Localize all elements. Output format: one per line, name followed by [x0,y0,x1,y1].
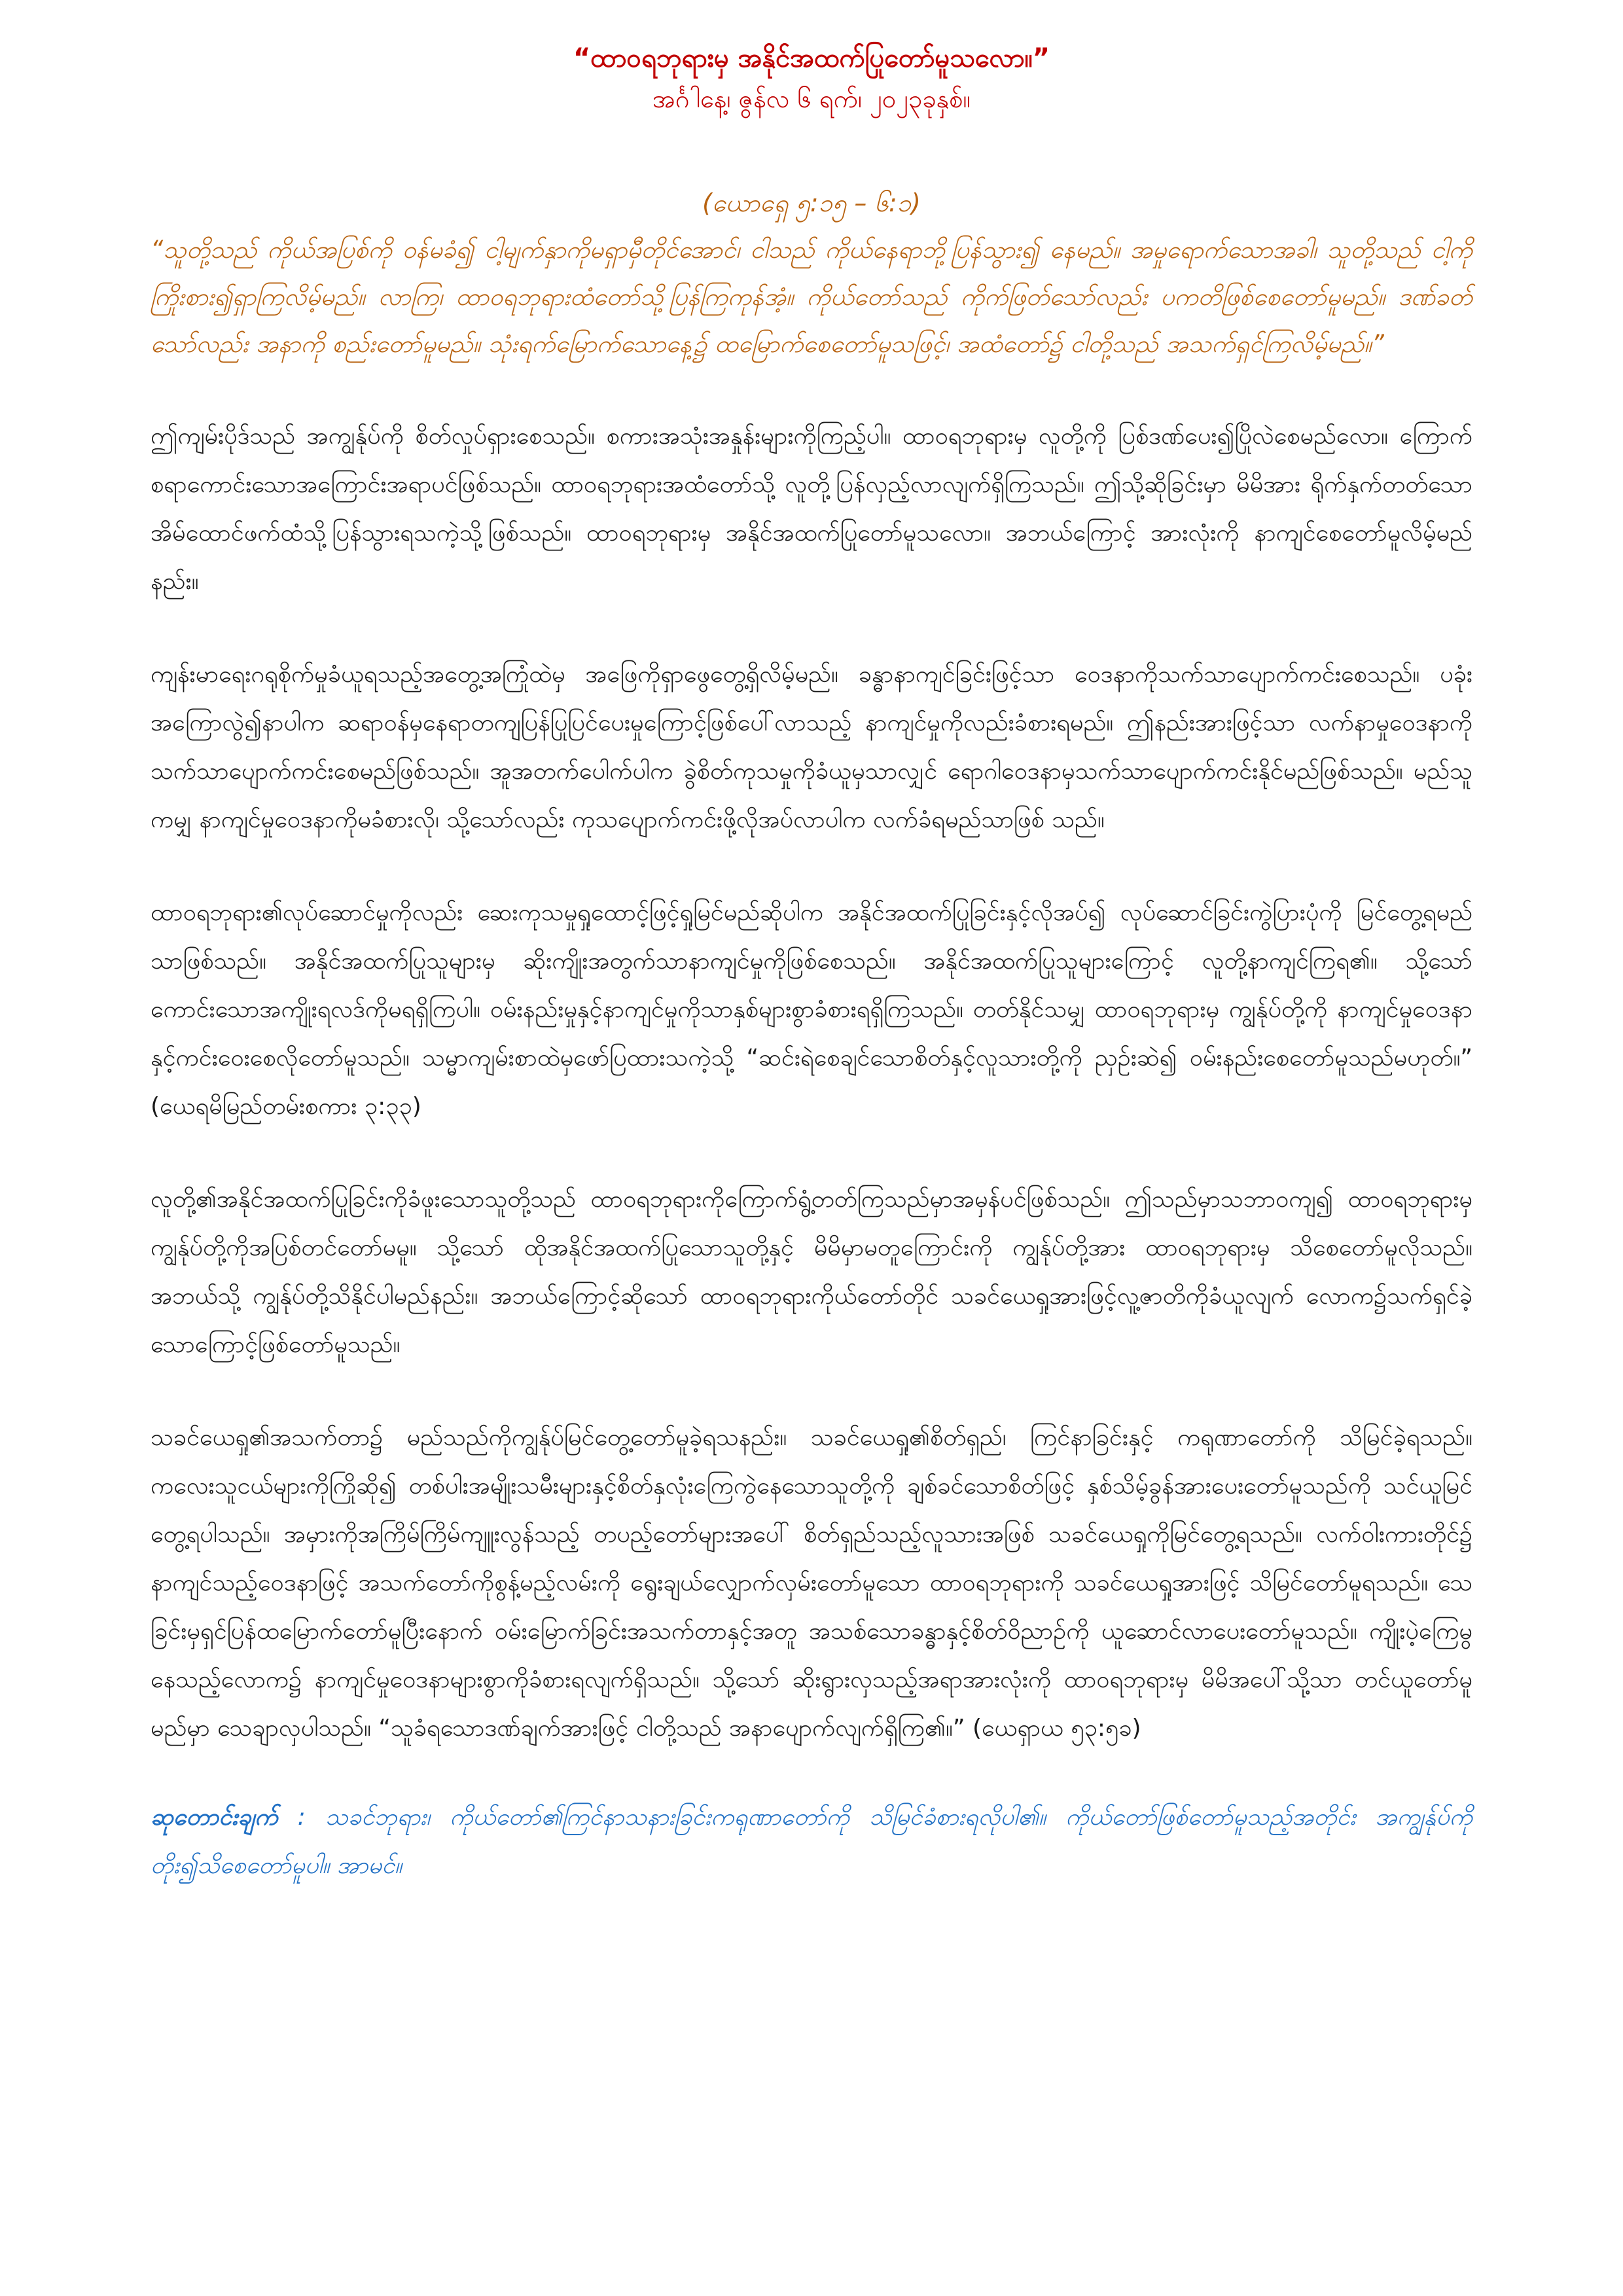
body-paragraph: ကျန်းမာရေးဂရုစိုက်မှုခံယူရသည့်အတွေ့အကြုံထဲမှ အဖြေကိုရှာဖွေတွေ့ရှိလိမ့်မည်။ ခန္ဓာနာကျင်ခြင်းဖြင့်သာ ဝေဒနာကိုသက်သာပျောက်ကင်းစေသည်။ ပခုံးအကြောလွဲ၍နာပါက ဆရာဝန်မှနေရာတကျပြန်ပြုပြင်ပေးမှုကြောင့်ဖြစ်ပေါ်လာသည့် နာကျင်မှုကိုလည်းခံစားရမည်။ ဤနည်းအားဖြင့်သာ လက်နာမှုဝေဒနာကို သက်သာပျောက်ကင်းစေမည်ဖြစ်သည်။ အူအတက်ပေါက်ပါက ခွဲစိတ်ကုသမှုကိုခံယူမှသာလျှင် ရောဂါဝေဒနာမှသက်သာပျောက်ကင်းနိုင်မည်ဖြစ်သည်။ မည်သူကမျှ နာကျင်မှုဝေဒနာကိုမခံစားလို၊ သို့သော်လည်း ကုသပျောက်ကင်းဖို့လိုအပ်လာပါက လက်ခံရမည်သာဖြစ် သည်။ [151,661,1472,833]
prayer-label: ဆုတောင်းချက် [151,1804,278,1831]
prayer-text: သခင်ဘုရား၊ ကိုယ်တော်၏ကြင်နာသနားခြင်းကရုဏာတော်ကို သိမြင်ခံစားရလိုပါ၏။ ကိုယ်တော်ဖြစ်တော်မူသည့်အတိုင်း အကျွန်ုပ်ကို တိုး၍သိစေတော်မူပါ။ အာမင်။ [151,1804,1472,1879]
prayer-separator: : [277,1804,326,1831]
body-paragraph: ထာဝရဘုရား၏လုပ်ဆောင်မှုကိုလည်း ဆေးကုသမှုရှုထောင့်ဖြင့်ရှုမြင်မည်ဆိုပါက အနိုင်အထက်ပြုခြင်းနှင့်လိုအပ်၍ လုပ်ဆောင်ခြင်းကွဲပြားပုံကို မြင်တွေ့ရမည်သာဖြစ်သည်။ အနိုင်အထက်ပြုသူများမှ ဆိုးကျိုးအတွက်သာနာကျင်မှုကိုဖြစ်စေသည်။ အနိုင်အထက်ပြုသူများကြောင့် လူတို့နာကျင်ကြရ၏။ သို့သော်ကောင်းသောအကျိုးရလဒ်ကိုမရရှိကြပါ။ ဝမ်းနည်းမှုနှင့်နာကျင်မှုကိုသာနှစ်များစွာခံစားရရှိကြသည်။ တတ်နိုင်သမျှ ထာဝရဘုရားမှ ကျွန်ုပ်တို့ကို နာကျင်မှုဝေဒနာနှင့်ကင်းဝေးစေလိုတော်မူသည်။ သမ္မာကျမ်းစာထဲမှဖော်ပြထားသကဲ့သို့ “ဆင်းရဲစေချင်သောစိတ်နှင့်လူသားတို့ကို ညှဉ်းဆဲ၍ ဝမ်းနည်းစေတော်မူသည်မဟုတ်။” (ယေရမိမြည်တမ်းစကား ၃:၃၃) [151,899,1472,1120]
body-paragraph: သခင်ယေရှု၏အသက်တာ၌ မည်သည်ကိုကျွန်ုပ်မြင်တွေ့တော်မူခဲ့ရသနည်း။ သခင်ယေရှု၏စိတ်ရှည်၊ ကြင်နာခြင်းနှင့် ကရုဏာတော်ကို သိမြင်ခဲ့ရသည်။ ကလေးသူငယ်များကိုကြိုဆို၍ တစ်ပါးအမျိုးသမီးများနှင့်စိတ်နှလုံးကြေကွဲနေသောသူတို့ကို ချစ်ခင်သောစိတ်ဖြင့် နှစ်သိမ့်ခွန်အားပေးတော်မူသည်ကို သင်ယူမြင်တွေ့ရပါသည်။ အမှားကိုအကြိမ်ကြိမ်ကျူးလွန်သည့် တပည့်တော်များအပေါ် စိတ်ရှည်သည့်လူသားအဖြစ် သခင်ယေရှုကိုမြင်တွေ့ရသည်။ လက်ဝါးကားတိုင်၌ နာကျင်သည့်ဝေဒနာဖြင့် အသက်တော်ကိုစွန့်မည့်လမ်းကို ရွေးချယ်လျှောက်လှမ်းတော်မူသော ထာဝရဘုရားကို သခင်ယေရှုအားဖြင့် သိမြင်တော်မူရသည်။ သေခြင်းမှရှင်ပြန်ထမြောက်တော်မူပြီးနောက် ဝမ်းမြောက်ခြင်းအသက်တာနှင့်အတူ အသစ်သောခန္ဓာနှင့်စိတ်ဝိညာဉ်ကို ယူဆောင်လာပေးတော်မူသည်။ ကျိုးပဲ့ကြေမွနေသည့်လောက၌ နာကျင်မှုဝေဒနာများစွာကိုခံစားရလျက်ရှိသည်။ သို့သော် ဆိုးရွားလှသည့်အရာအားလုံးကို ထာဝရဘုရားမှ မိမိအပေါ်သို့သာ တင်ယူတော်မူမည်မှာ သေချာလှပါသည်။ “သူခံရသောဒဏ်ချက်အားဖြင့် ငါတို့သည် အနာပျောက်လျက်ရှိကြ၏။” (ယေရှာယ ၅၃:၅ခ) [151,1424,1472,1742]
page-title: “ထာဝရဘုရားမှ အနိုင်အထက်ပြုတော်မူသလော။” [573,43,1050,73]
verse-text: “သူတို့သည် ကိုယ်အပြစ်ကို ဝန်မခံ၍ ငါ့မျက်နှာကိုမရှာမှီတိုင်အောင်၊ ငါသည် ကိုယ်နေရာဘို့ပြန်သွား၍ နေမည်။ အမှုရောက်သောအခါ၊ သူတို့သည် ငါ့ကိုကြိုးစား၍ရှာကြလိမ့်မည်။ လာကြ၊ ထာဝရဘုရားထံတော်သို့ပြန်ကြကုန်အံ့။ ကိုယ်တော်သည် ကိုက်ဖြတ်သော်လည်း ပကတိဖြစ်စေတော်မူမည်။ ဒဏ်ခတ်သော်လည်း အနာကို စည်းတော်မူမည်။ သုံးရက်မြောက်သောနေ့၌ ထမြောက်စေတော်မူသဖြင့်၊ အထံတော်၌ ငါတို့သည် အသက်ရှင်ကြလိမ့်မည်။” [151,236,1472,358]
body-paragraph: လူတို့၏အနိုင်အထက်ပြုခြင်းကိုခံဖူးသောသူတို့သည် ထာဝရဘုရားကိုကြောက်ရွံ့တတ်ကြသည်မှာအမှန်ပင်ဖြစ်သည်။ ဤသည်မှာသဘာဝကျ၍ ထာဝရဘုရားမှ ကျွန်ုပ်တို့ကိုအပြစ်တင်တော်မမူ။ သို့သော် ထိုအနိုင်အထက်ပြုသောသူတို့နှင့် မိမိမှာမတူကြောင်းကို ကျွန်ုပ်တို့အား ထာဝရဘုရားမှ သိစေတော်မူလိုသည်။ အဘယ်သို့ ကျွန်ုပ်တို့သိနိုင်ပါမည်နည်း။ အဘယ်ကြောင့်ဆိုသော် ထာဝရဘုရားကိုယ်တော်တိုင် သခင်ယေရှုအားဖြင့်လူ့ဇာတိကိုခံယူလျက် လောက၌သက်ရှင်ခဲ့သောကြောင့်ဖြစ်တော်မူသည်။ [151,1186,1472,1358]
body-paragraph: ဤကျမ်းပိုဒ်သည် အကျွန်ုပ်ကို စိတ်လှုပ်ရှားစေသည်။ စကားအသုံးအနှုန်းများကိုကြည့်ပါ။ ထာဝရဘုရားမှ လူတို့ကို ပြစ်ဒဏ်ပေး၍ပြိုလဲစေမည်လော။ ကြောက်စရာကောင်းသောအကြောင်းအရာပင်ဖြစ်သည်။ ထာဝရဘုရားအထံတော်သို့ လူတို့ပြန်လှည့်လာလျက်ရှိကြသည်။ ဤသို့ဆိုခြင်းမှာ မိမိအား ရိုက်နှက်တတ်သော အိမ်ထောင်ဖက်ထံသို့ပြန်သွားရသကဲ့သို့ဖြစ်သည်။ ထာဝရဘုရားမှ အနိုင်အထက်ပြုတော်မူသလော။ အဘယ်ကြောင့် အားလုံးကို နာကျင်စေတော်မူလိမ့်မည်နည်း။ [151,423,1472,595]
prayer-paragraph [151,1793,1472,1890]
page-date: အင်္ဂါနေ့၊ ဇွန်လ ၆ ရက်၊ ၂၀၂၃ခုနှစ်။ [652,84,971,113]
verse-reference: (ယောရှေ ၅:၁၅ – ၆:၁) [702,188,921,217]
